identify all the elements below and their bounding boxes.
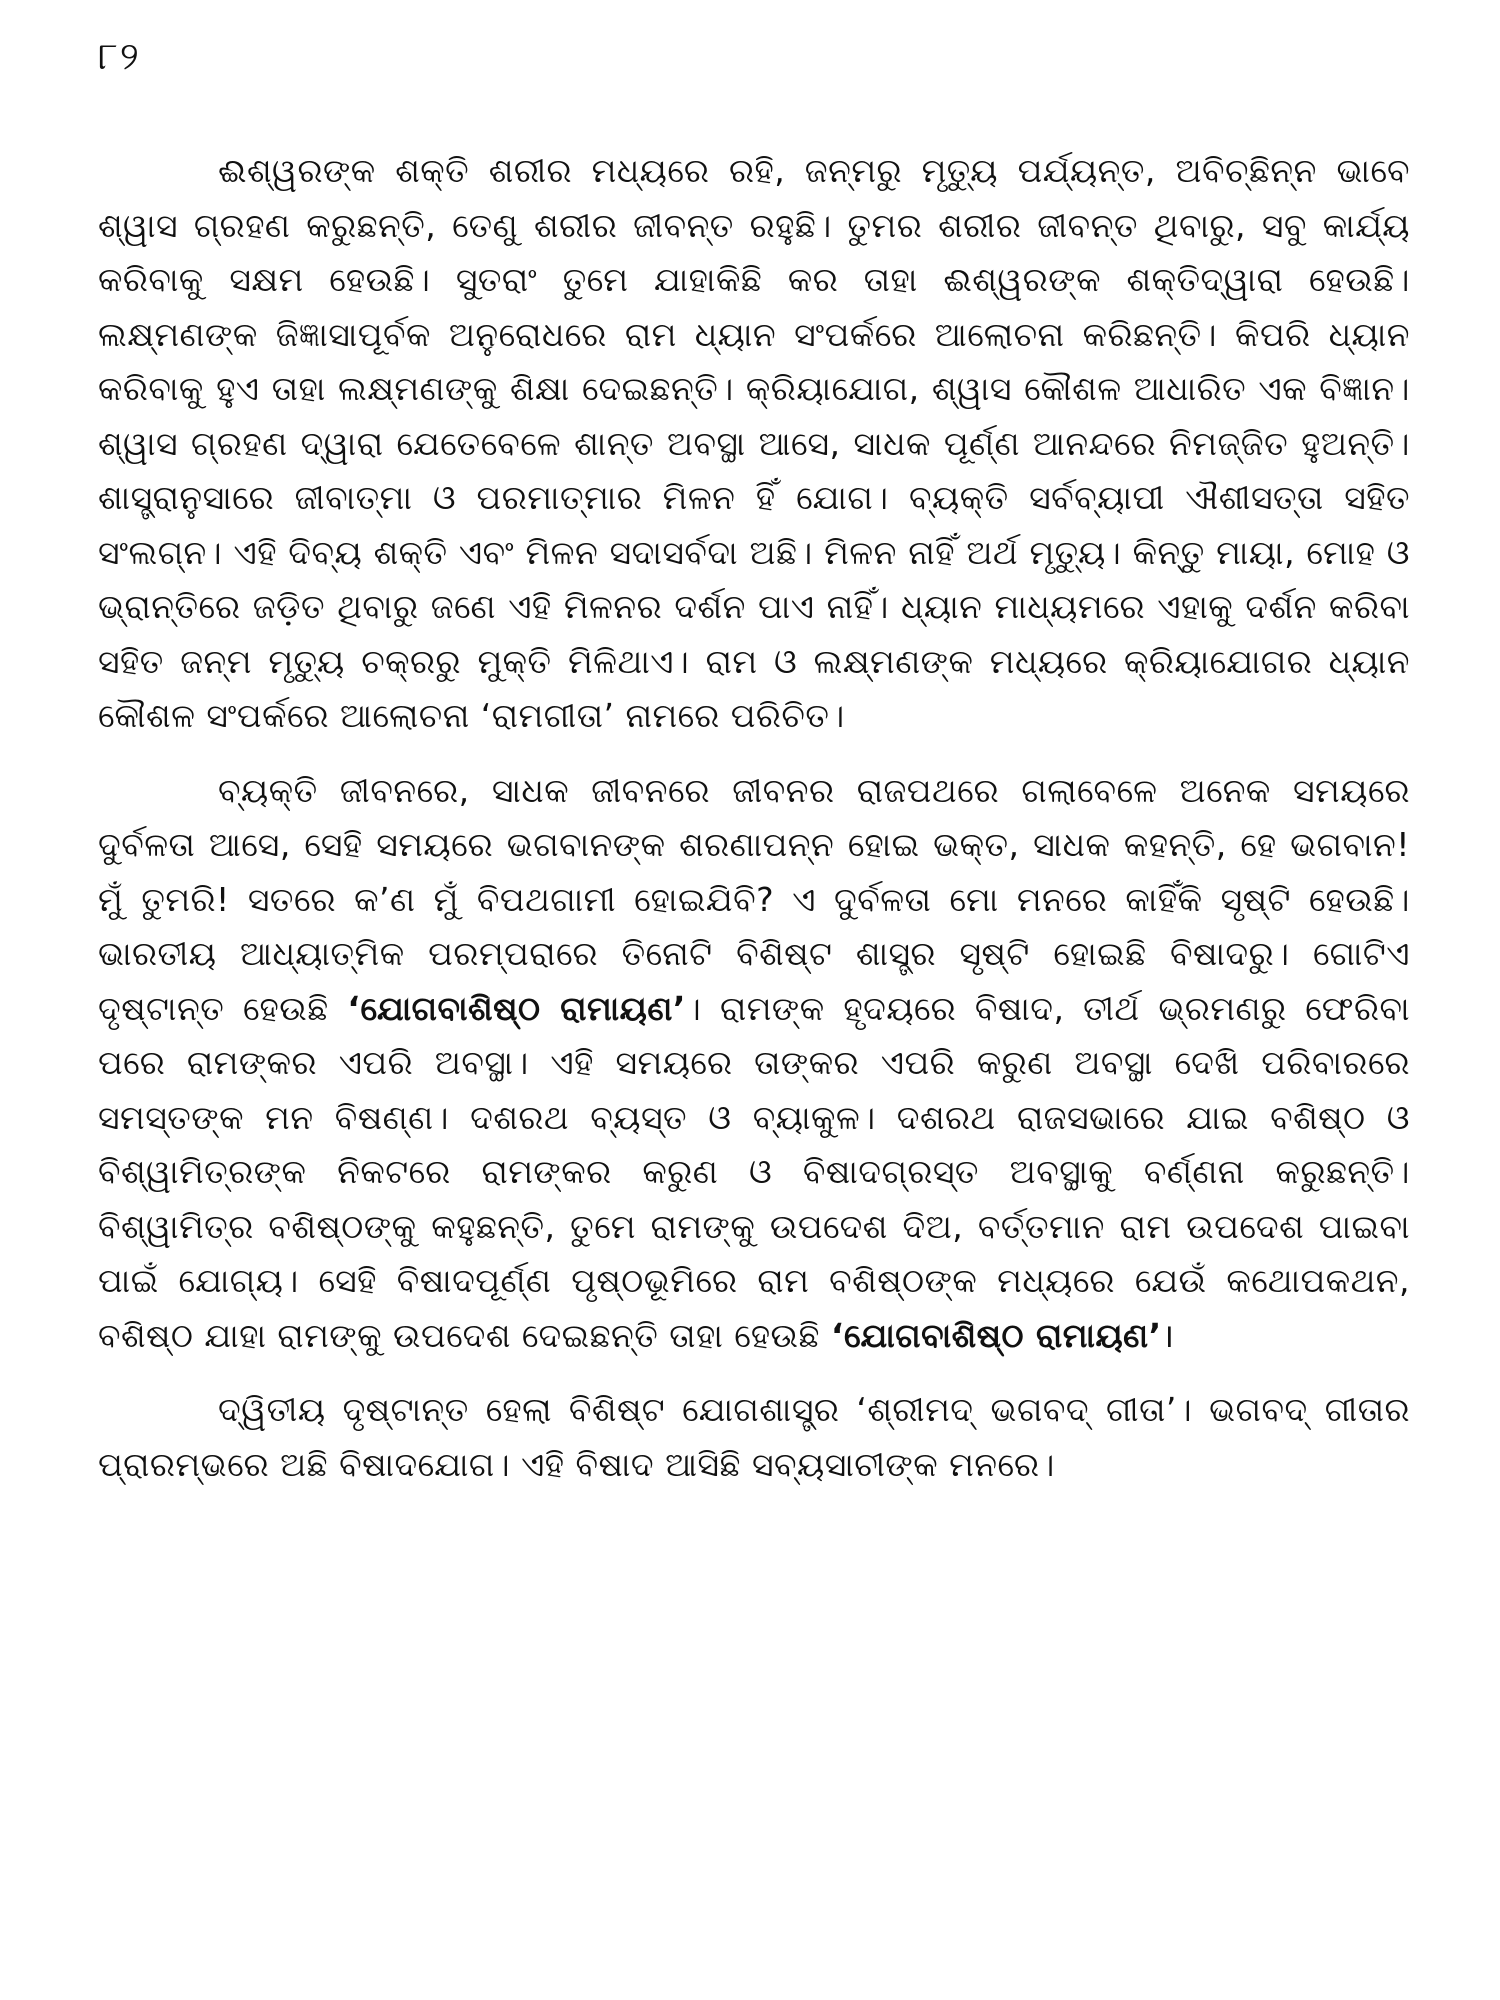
paragraph-1	[98, 144, 1410, 744]
paragraph-text: । ରାମଙ୍କ ହୃଦୟରେ ବିଷାଦ, ତୀର୍ଥ ଭ୍ରମଣରୁ ଫେରିବା ପରେ ରାମଙ୍କର ଏପରି ଅବସ୍ଥା। ଏହି ସମୟରେ ତାଙ୍କର ଏପରି କରୁଣ ଅବସ୍ଥା ଦେଖି ପରିବାରରେ ସମସ୍ତଙ୍କ ମନ ବିଷଣ୍ଣ। ଦଶରଥ ବ୍ୟସ୍ତ ଓ ବ୍ୟାକୁଳ। ଦଶରଥ ରାଜସଭାରେ ଯାଇ ବଶିଷ୍ଠ ଓ ବିଶ୍ୱାମିତ୍ରଙ୍କ ନିକଟରେ ରାମଙ୍କର କରୁଣ ଓ ବିଷାଦଗ୍ରସ୍ତ ଅବସ୍ଥାକୁ ବର୍ଣ୍ଣନା କରୁଛନ୍ତି। ବିଶ୍ୱାମିତ୍ର ବଶିଷ୍ଠଙ୍କୁ କହୁଛନ୍ତି, ତୁମେ ରାମଙ୍କୁ ଉପଦେଶ ଦିଅ, ବର୍ତ୍ତମାନ ରାମ ଉପଦେଶ ପାଇବା ପାଇଁ ଯୋଗ୍ୟ। ସେହି ବିଷାଦପୂର୍ଣ୍ଣ ପୃଷ୍ଠଭୂମିରେ ରାମ ବଶିଷ୍ଠଙ୍କ ମଧ୍ୟରେ ଯେଉଁ କଥୋପକଥନ, ବଶିଷ୍ଠ ଯାହା ରାମଙ୍କୁ ଉପଦେଶ ଦେଇଛନ୍ତି ତାହା ହେଉଛି	[98, 988, 1410, 1355]
bold-title-yogavashishtha: ‘ଯୋଗବାଶିଷ୍ଠ ରାମାୟଣ’	[830, 1315, 1162, 1355]
paragraph-2	[98, 764, 1410, 1364]
paragraph-text: ବ୍ୟକ୍ତି ଜୀବନରେ, ସାଧକ ଜୀବନରେ ଜୀବନର ରାଜପଥରେ ଗଲାବେଳେ ଅନେକ ସମୟରେ ଦୁର୍ବଳତା ଆସେ, ସେହି ସମୟରେ ଭଗବାନଙ୍କ ଶରଣାପନ୍ନ ହୋଇ ଭକ୍ତ, ସାଧକ କହନ୍ତି, ହେ ଭଗବାନ! ମୁଁ ତୁମରି! ସତରେ କ’ଣ ମୁଁ ବିପଥଗାମୀ ହୋଇଯିବି? ଏ ଦୁର୍ବଳତା ମୋ ମନରେ କାହିଁକି ସୃଷ୍ଟି ହେଉଛି। ଭାରତୀୟ ଆଧ୍ୟାତ୍ମିକ ପରମ୍ପରାରେ ତିନୋଟି ବିଶିଷ୍ଟ ଶାସ୍ତ୍ର ସୃଷ୍ଟି ହୋଇଛି ବିଷାଦରୁ। ଗୋଟିଏ ଦୃଷ୍ଟାନ୍ତ ହେଉଛି	[98, 770, 1410, 1028]
paragraph-text: ଈଶ୍ୱରଙ୍କ ଶକ୍ତି ଶରୀର ମଧ୍ୟରେ ରହି, ଜନ୍ମରୁ ମୃତ୍ୟୁ ପର୍ଯ୍ୟନ୍ତ, ଅବିଚ୍ଛିନ୍ନ ଭାବେ ଶ୍ୱାସ ଗ୍ରହଣ କରୁଛନ୍ତି, ତେଣୁ ଶରୀର ଜୀବନ୍ତ ରହୁଛି। ତୁମର ଶରୀର ଜୀବନ୍ତ ଥିବାରୁ, ସବୁ କାର୍ଯ୍ୟ କରିବାକୁ ସକ୍ଷମ ହେଉଛି। ସୁତରାଂ ତୁମେ ଯାହାକିଛି କର ତାହା ଈଶ୍ୱରଙ୍କ ଶକ୍ତିଦ୍ୱାରା ହେଉଛି। ଲକ୍ଷ୍ମଣଙ୍କ ଜିଜ୍ଞାସାପୂର୍ବକ ଅନୁରୋଧରେ ରାମ ଧ୍ୟାନ ସଂପର୍କରେ ଆଲୋଚନା କରିଛନ୍ତି। କିପରି ଧ୍ୟାନ କରିବାକୁ ହୁଏ ତାହା ଲକ୍ଷ୍ମଣଙ୍କୁ ଶିକ୍ଷା ଦେଇଛନ୍ତି। କ୍ରିୟାଯୋଗ, ଶ୍ୱାସ କୌଶଳ ଆଧାରିତ ଏକ ବିଜ୍ଞାନ। ଶ୍ୱାସ ଗ୍ରହଣ ଦ୍ୱାରା ଯେତେବେଳେ ଶାନ୍ତ ଅବସ୍ଥା ଆସେ, ସାଧକ ପୂର୍ଣ୍ଣ ଆନନ୍ଦରେ ନିମଜ୍ଜିତ ହୁଅନ୍ତି। ଶାସ୍ତ୍ରାନୁସାରେ ଜୀବାତ୍ମା ଓ ପରମାତ୍ମାର ମିଳନ ହିଁ ଯୋଗ। ବ୍ୟକ୍ତି ସର୍ବବ୍ୟାପୀ ଐଶୀସତ୍ତା ସହିତ ସଂଲଗ୍ନ। ଏହି ଦିବ୍ୟ ଶକ୍ତି ଏବଂ ମିଳନ ସଦାସର୍ବଦା ଅଛି। ମିଳନ ନାହିଁ ଅର୍ଥ ମୃତ୍ୟୁ। କିନ୍ତୁ ମାୟା, ମୋହ ଓ ଭ୍ରାନ୍ତିରେ ଜଡ଼ିତ ଥିବାରୁ ଜଣେ ଏହି ମିଳନର ଦର୍ଶନ ପାଏ ନାହିଁ। ଧ୍ୟାନ ମାଧ୍ୟମରେ ଏହାକୁ ଦର୍ଶନ କରିବା ସହିତ ଜନ୍ମ ମୃତ୍ୟୁ ଚକ୍ରରୁ ମୁକ୍ତି ମିଳିଥାଏ। ରାମ ଓ ଲକ୍ଷ୍ମଣଙ୍କ ମଧ୍ୟରେ କ୍ରିୟାଯୋଗର ଧ୍ୟାନ କୌଶଳ ସଂପର୍କରେ ଆଲୋଚନା ‘ରାମଗୀତା’ ନାମରେ ପରିଚିତ।	[98, 151, 1410, 735]
paragraph-text: ।	[1161, 1315, 1175, 1355]
paragraph-text: ଦ୍ୱିତୀୟ ଦୃଷ୍ଟାନ୍ତ ହେଲା ବିଶିଷ୍ଟ ଯୋଗଶାସ୍ତ୍ର ‘ଶ୍ରୀମଦ୍ ଭଗବଦ୍ ଗୀତା’। ଭଗବଦ୍ ଗୀତାର ପ୍ରାରମ୍ଭରେ ଅଛି ବିଷାଦଯୋଗ। ଏହି ବିଷାଦ ଆସିଛି ସବ୍ୟସାଚୀଙ୍କ ମନରେ।	[98, 1390, 1410, 1484]
paragraph-3	[98, 1383, 1410, 1492]
bold-title-yogavashishtha: ‘ଯୋଗବାଶିଷ୍ଠ ରାମାୟଣ’	[347, 988, 686, 1028]
page-number: ୮୨	[98, 34, 141, 78]
